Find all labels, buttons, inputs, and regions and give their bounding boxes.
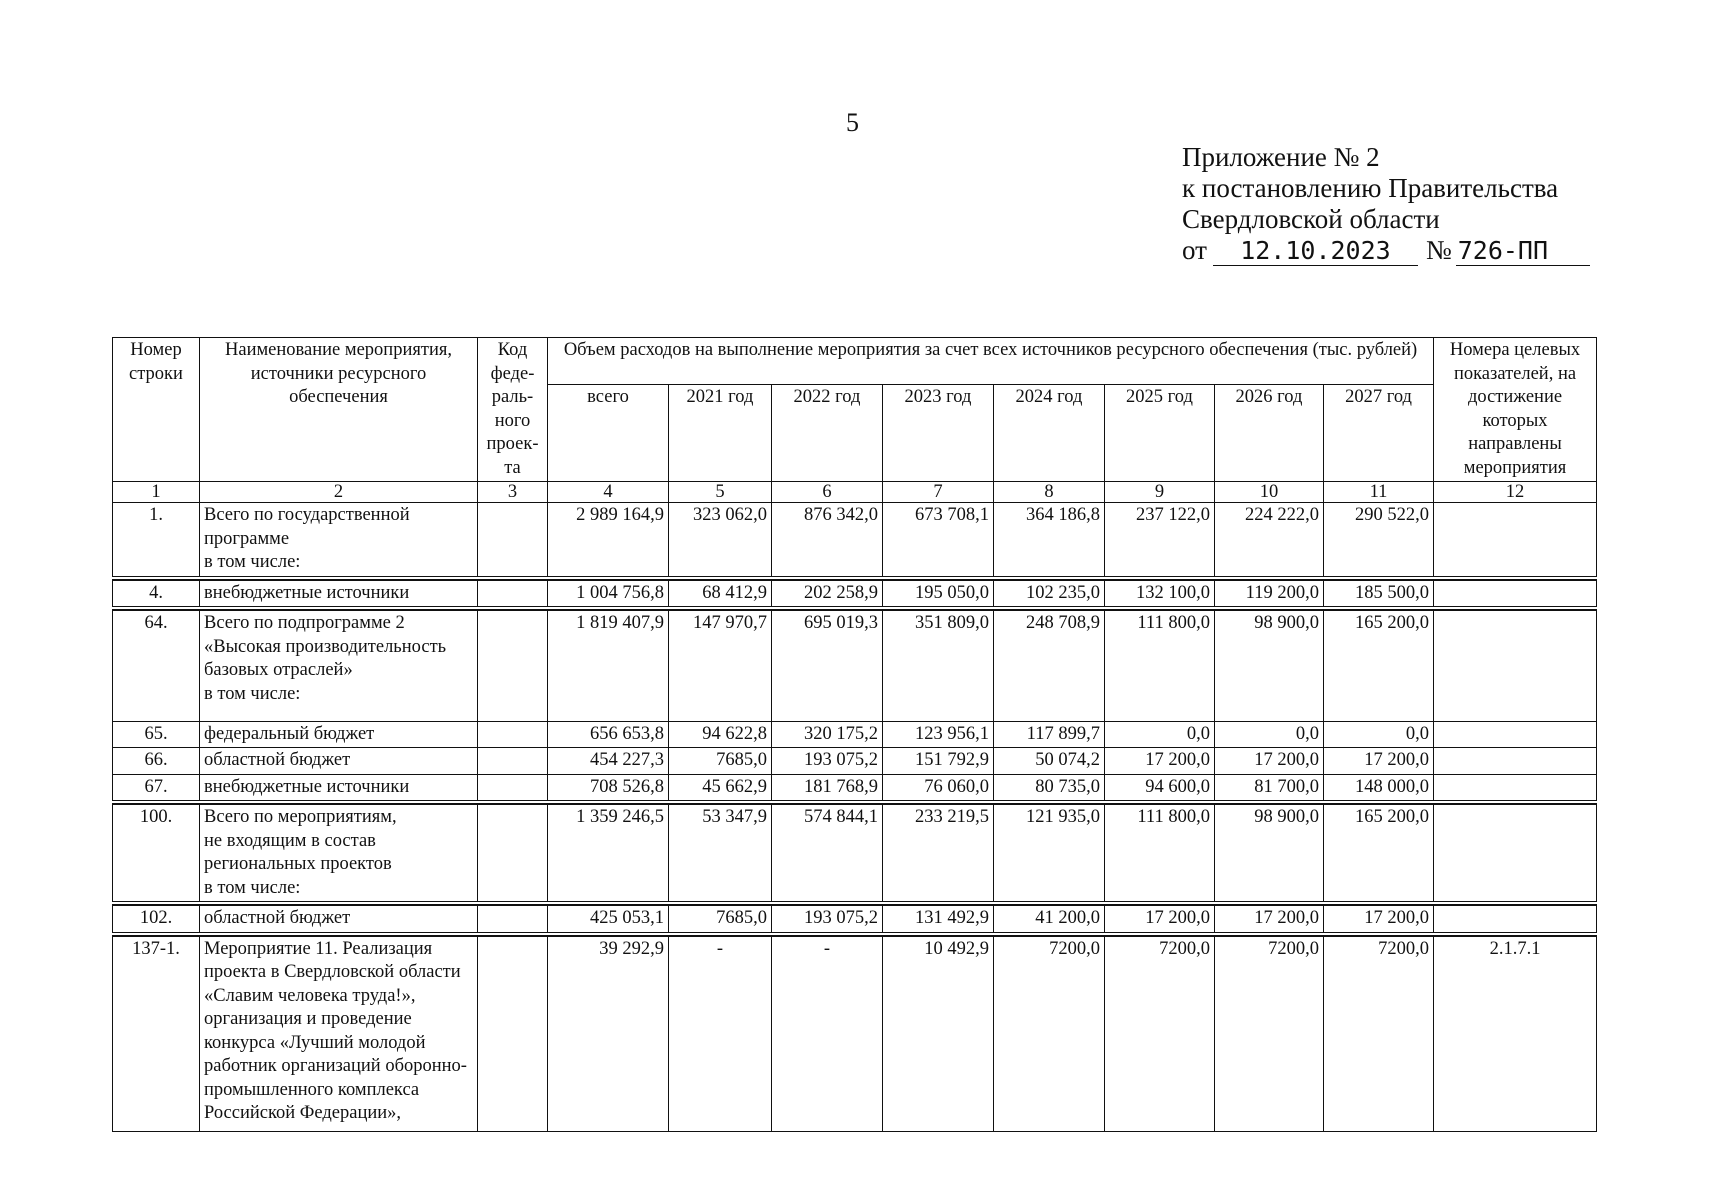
row-2026-cell: 81 700,0: [1215, 774, 1324, 801]
column-number: 4: [548, 482, 669, 503]
row-2024-cell: 102 235,0: [994, 580, 1105, 607]
row-2027-cell: 17 200,0: [1324, 905, 1434, 932]
row-number-cell: 64.: [113, 610, 200, 721]
row-2023-cell: 10 492,9: [883, 936, 994, 1132]
row-total-cell: 708 526,8: [548, 774, 669, 801]
column-number: 11: [1324, 482, 1434, 503]
row-targets-cell: [1434, 503, 1597, 577]
table-body: [113, 503, 1597, 1132]
row-number-cell: 66.: [113, 748, 200, 775]
row-name-cell: Всего по мероприятиям, не входящим в состав региональных проектов в том числе:: [200, 804, 478, 902]
column-number: 10: [1215, 482, 1324, 503]
row-2022-cell: 181 768,9: [772, 774, 883, 801]
row-total-cell: 656 653,8: [548, 721, 669, 748]
row-name-cell: внебюджетные источники: [200, 580, 478, 607]
row-code-cell: [478, 748, 548, 775]
row-code-cell: [478, 503, 548, 577]
row-targets-cell: [1434, 748, 1597, 775]
row-2027-cell: 148 000,0: [1324, 774, 1434, 801]
row-2026-cell: 224 222,0: [1215, 503, 1324, 577]
column-numbers-row: [113, 482, 1597, 503]
row-2024-cell: 121 935,0: [994, 804, 1105, 902]
row-code-cell: [478, 721, 548, 748]
row-2024-cell: 117 899,7: [994, 721, 1105, 748]
table-row: [113, 610, 1597, 721]
row-2025-cell: 17 200,0: [1105, 748, 1215, 775]
row-2026-cell: 17 200,0: [1215, 905, 1324, 932]
resolution-date: 12.10.2023: [1213, 237, 1418, 266]
header-2027: 2027 год: [1324, 385, 1434, 482]
row-targets-cell: [1434, 905, 1597, 932]
row-2022-cell: 320 175,2: [772, 721, 883, 748]
appendix-date-number: [1182, 235, 1590, 266]
row-2021-cell: 147 970,7: [669, 610, 772, 721]
row-number-cell: 1.: [113, 503, 200, 577]
row-2022-cell: 202 258,9: [772, 580, 883, 607]
row-targets-cell: 2.1.7.1: [1434, 936, 1597, 1132]
row-name-cell: областной бюджет: [200, 905, 478, 932]
row-targets-cell: [1434, 774, 1597, 801]
row-2024-cell: 364 186,8: [994, 503, 1105, 577]
header-2021: 2021 год: [669, 385, 772, 482]
row-code-cell: [478, 804, 548, 902]
row-2021-cell: 45 662,9: [669, 774, 772, 801]
row-code-cell: [478, 936, 548, 1132]
row-number-cell: 4.: [113, 580, 200, 607]
row-2026-cell: 98 900,0: [1215, 804, 1324, 902]
row-targets-cell: [1434, 721, 1597, 748]
row-2024-cell: 41 200,0: [994, 905, 1105, 932]
row-2025-cell: 132 100,0: [1105, 580, 1215, 607]
row-total-cell: 1 359 246,5: [548, 804, 669, 902]
row-2022-cell: 193 075,2: [772, 905, 883, 932]
row-code-cell: [478, 610, 548, 721]
row-targets-cell: [1434, 610, 1597, 721]
header-name: Наименование мероприятия, источники ресурсного обеспечения: [200, 338, 478, 482]
row-total-cell: 1 819 407,9: [548, 610, 669, 721]
row-number-cell: 65.: [113, 721, 200, 748]
header-2026: 2026 год: [1215, 385, 1324, 482]
column-number: 9: [1105, 482, 1215, 503]
header-volume: Объем расходов на выполнение мероприятия за счет всех источников ресурсного обеспечения (тыс. рублей): [548, 338, 1434, 385]
row-2023-cell: 76 060,0: [883, 774, 994, 801]
header-targets: Номера целевых показателей, на достижение которых направлены мероприятия: [1434, 338, 1597, 482]
row-2027-cell: 165 200,0: [1324, 610, 1434, 721]
row-2026-cell: 98 900,0: [1215, 610, 1324, 721]
column-number: 8: [994, 482, 1105, 503]
page-number: 5: [846, 108, 859, 137]
row-code-cell: [478, 774, 548, 801]
column-number: 2: [200, 482, 478, 503]
row-name-cell: федеральный бюджет: [200, 721, 478, 748]
appendix-resolution: к постановлению Правительства: [1182, 173, 1559, 203]
header-2025: 2025 год: [1105, 385, 1215, 482]
column-number: 7: [883, 482, 994, 503]
row-2025-cell: 94 600,0: [1105, 774, 1215, 801]
row-code-cell: [478, 905, 548, 932]
number-sign: №: [1425, 235, 1452, 265]
row-2025-cell: 0,0: [1105, 721, 1215, 748]
row-2027-cell: 290 522,0: [1324, 503, 1434, 577]
table-row: [113, 804, 1597, 902]
row-name-cell: внебюджетные источники: [200, 774, 478, 801]
row-2022-cell: 574 844,1: [772, 804, 883, 902]
table-row: [113, 503, 1597, 577]
table-row: [113, 774, 1597, 801]
row-total-cell: 454 227,3: [548, 748, 669, 775]
row-total-cell: 39 292,9: [548, 936, 669, 1132]
row-2023-cell: 195 050,0: [883, 580, 994, 607]
row-2027-cell: 165 200,0: [1324, 804, 1434, 902]
row-2022-cell: 876 342,0: [772, 503, 883, 577]
row-2025-cell: 111 800,0: [1105, 804, 1215, 902]
row-name-cell: Мероприятие 11. Реализация проекта в Свердловской области «Славим человека труда!», организация и проведение конкурса «Лучший молодой работник организаций оборонно-промышленного комплекса Российской Федерации»,: [200, 936, 478, 1132]
column-number: 6: [772, 482, 883, 503]
date-prefix: от: [1182, 235, 1207, 265]
row-2022-cell: -: [772, 936, 883, 1132]
row-2026-cell: 0,0: [1215, 721, 1324, 748]
column-number: 1: [113, 482, 200, 503]
row-targets-cell: [1434, 804, 1597, 902]
row-total-cell: 425 053,1: [548, 905, 669, 932]
row-2023-cell: 131 492,9: [883, 905, 994, 932]
table-row: [113, 721, 1597, 748]
column-number: 3: [478, 482, 548, 503]
row-number-cell: 67.: [113, 774, 200, 801]
expenditure-table: [112, 337, 1597, 1132]
row-2021-cell: 323 062,0: [669, 503, 772, 577]
header-row-no: Номер строки: [113, 338, 200, 482]
row-2027-cell: 7200,0: [1324, 936, 1434, 1132]
resolution-number: 726-ПП: [1456, 237, 1590, 266]
row-code-cell: [478, 580, 548, 607]
row-2023-cell: 673 708,1: [883, 503, 994, 577]
appendix-title: Приложение № 2: [1182, 142, 1380, 172]
row-name-cell: Всего по государственной программе в том числе:: [200, 503, 478, 577]
row-2024-cell: 50 074,2: [994, 748, 1105, 775]
row-2023-cell: 151 792,9: [883, 748, 994, 775]
appendix-region: Свердловской области: [1182, 204, 1440, 234]
row-2026-cell: 119 200,0: [1215, 580, 1324, 607]
row-2025-cell: 237 122,0: [1105, 503, 1215, 577]
row-targets-cell: [1434, 580, 1597, 607]
row-2027-cell: 0,0: [1324, 721, 1434, 748]
row-2022-cell: 193 075,2: [772, 748, 883, 775]
row-number-cell: 102.: [113, 905, 200, 932]
row-name-cell: Всего по подпрограмме 2 «Высокая производительность базовых отраслей» в том числе:: [200, 610, 478, 721]
row-2021-cell: 53 347,9: [669, 804, 772, 902]
row-2027-cell: 17 200,0: [1324, 748, 1434, 775]
row-2023-cell: 351 809,0: [883, 610, 994, 721]
column-number: 12: [1434, 482, 1597, 503]
row-2024-cell: 80 735,0: [994, 774, 1105, 801]
header-2023: 2023 год: [883, 385, 994, 482]
row-total-cell: 2 989 164,9: [548, 503, 669, 577]
appendix-header: [1182, 142, 1590, 266]
row-2021-cell: 7685,0: [669, 905, 772, 932]
table-row: [113, 936, 1597, 1132]
row-total-cell: 1 004 756,8: [548, 580, 669, 607]
header-code: Код феде-раль-ного проек-та: [478, 338, 548, 482]
row-number-cell: 137-1.: [113, 936, 200, 1132]
table-row: [113, 905, 1597, 932]
row-2024-cell: 248 708,9: [994, 610, 1105, 721]
table-row: [113, 748, 1597, 775]
row-2021-cell: -: [669, 936, 772, 1132]
row-2025-cell: 7200,0: [1105, 936, 1215, 1132]
column-number: 5: [669, 482, 772, 503]
row-2023-cell: 233 219,5: [883, 804, 994, 902]
row-2024-cell: 7200,0: [994, 936, 1105, 1132]
row-2021-cell: 94 622,8: [669, 721, 772, 748]
header-total: всего: [548, 385, 669, 482]
header-2024: 2024 год: [994, 385, 1105, 482]
header-row-1: [113, 338, 1597, 385]
row-2023-cell: 123 956,1: [883, 721, 994, 748]
row-2021-cell: 68 412,9: [669, 580, 772, 607]
row-2027-cell: 185 500,0: [1324, 580, 1434, 607]
row-name-cell: областной бюджет: [200, 748, 478, 775]
row-2025-cell: 111 800,0: [1105, 610, 1215, 721]
row-2021-cell: 7685,0: [669, 748, 772, 775]
row-2022-cell: 695 019,3: [772, 610, 883, 721]
row-2026-cell: 7200,0: [1215, 936, 1324, 1132]
table-row: [113, 580, 1597, 607]
row-2026-cell: 17 200,0: [1215, 748, 1324, 775]
row-2025-cell: 17 200,0: [1105, 905, 1215, 932]
row-number-cell: 100.: [113, 804, 200, 902]
header-2022: 2022 год: [772, 385, 883, 482]
